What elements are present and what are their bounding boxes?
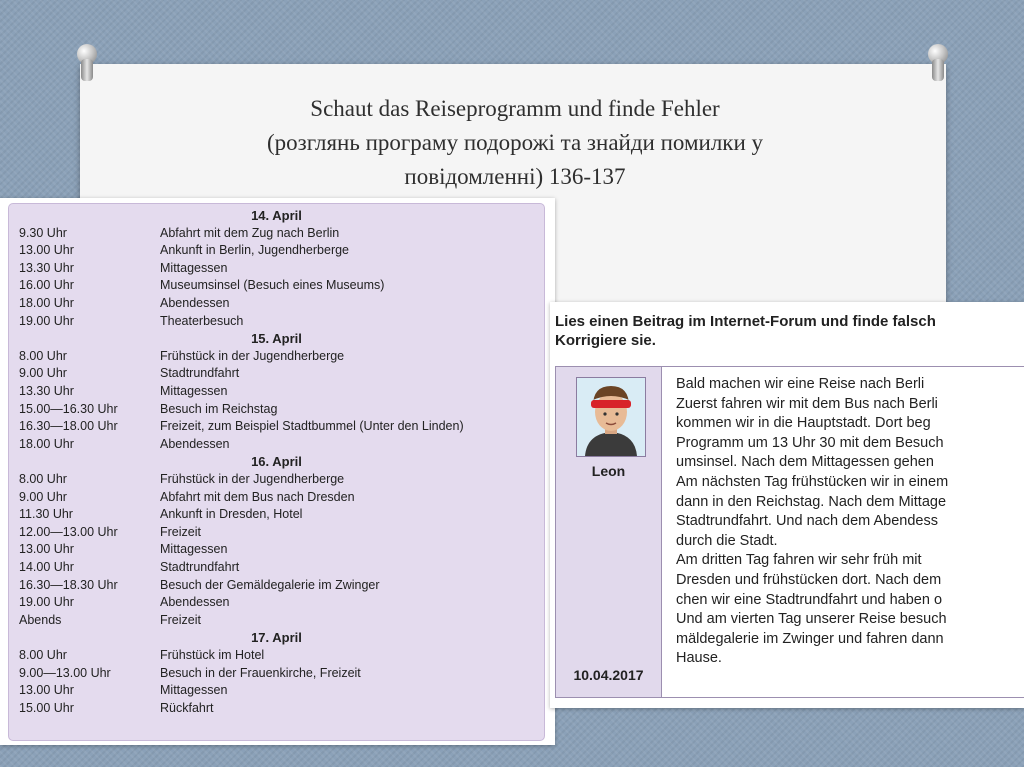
schedule-row	[9, 595, 544, 613]
schedule-row	[9, 472, 544, 490]
schedule-time: 16.30—18.30 Uhr	[19, 577, 118, 592]
schedule-time: 9.00 Uhr	[19, 366, 67, 381]
schedule-activity: Besuch in der Frauenkirche, Freizeit	[160, 665, 361, 680]
schedule-activity: Abfahrt mit dem Zug nach Berlin	[160, 225, 340, 240]
post-author-panel	[556, 367, 662, 697]
schedule-time: 8.00 Uhr	[19, 348, 67, 363]
post-line: dann in den Reichstag. Nach dem Mittage	[676, 493, 947, 510]
schedule-activity: Stadtrundfahrt	[160, 366, 240, 381]
post-date: 10.04.2017	[573, 667, 644, 683]
post-line: Hause.	[676, 650, 722, 667]
schedule-row	[9, 402, 544, 420]
post-line: Programm um 13 Uhr 30 mit dem Besuch	[676, 434, 944, 451]
schedule-row	[9, 261, 544, 279]
post-line: Und am vierten Tag unserer Reise besuch	[676, 611, 947, 628]
day-heading: 16. April	[251, 454, 302, 470]
schedule-activity: Mittagessen	[160, 683, 228, 698]
schedule-time: 16.00 Uhr	[19, 278, 74, 293]
forum-post-image	[550, 302, 1024, 708]
schedule-table	[8, 203, 545, 741]
schedule-row	[9, 578, 544, 596]
schedule-time: 13.00 Uhr	[19, 683, 74, 698]
schedule-activity: Ankunft in Berlin, Jugendherberge	[160, 243, 350, 258]
schedule-row	[9, 314, 544, 332]
schedule-activity: Frühstück im Hotel	[160, 648, 265, 662]
travel-schedule-image	[0, 198, 555, 745]
post-line: Bald machen wir eine Reise nach Berli	[676, 376, 925, 392]
schedule-activity: Frühstück in der Jugendherberge	[160, 472, 345, 486]
schedule-time: 8.00 Uhr	[19, 648, 67, 662]
day-heading: 15. April	[251, 331, 302, 347]
schedule-row	[9, 525, 544, 543]
schedule-activity: Theaterbesuch	[160, 313, 244, 328]
schedule-row	[9, 296, 544, 314]
schedule-time: 13.00 Uhr	[19, 243, 74, 258]
schedule-time: 15.00—16.30 Uhr	[19, 401, 118, 416]
schedule-row	[9, 613, 544, 631]
schedule-row	[9, 366, 544, 384]
schedule-activity: Stadtrundfahrt	[160, 560, 240, 574]
forum-post	[555, 366, 1024, 698]
schedule-row	[9, 419, 544, 437]
schedule-activity: Besuch der Gemäldegalerie im Zwinger	[160, 577, 380, 592]
schedule-row	[9, 560, 544, 578]
pushpin-left-icon	[74, 44, 100, 84]
schedule-row	[9, 278, 544, 296]
post-line: umsinsel. Nach dem Mittagessen gehen	[676, 454, 934, 471]
schedule-activity: Freizeit	[160, 524, 201, 539]
schedule-row	[9, 542, 544, 560]
schedule-row	[9, 683, 544, 701]
schedule-row	[9, 648, 544, 666]
day-heading: 17. April	[251, 630, 302, 646]
schedule-time: 18.00 Uhr	[19, 436, 74, 451]
post-line: Zuerst fahren wir mit dem Bus nach Berli	[676, 395, 938, 412]
schedule-time: 19.00 Uhr	[19, 313, 74, 328]
schedule-time: 13.30 Uhr	[19, 260, 74, 275]
schedule-row	[9, 243, 544, 261]
post-line: kommen wir in die Hauptstadt. Dort beg	[676, 415, 931, 432]
schedule-activity: Abendessen	[160, 436, 230, 451]
schedule-activity: Mittagessen	[160, 260, 228, 275]
schedule-time: 13.00 Uhr	[19, 542, 74, 557]
schedule-activity: Mittagessen	[160, 542, 228, 557]
schedule-row	[9, 507, 544, 525]
schedule-row	[9, 437, 544, 455]
schedule-activity: Mittagessen	[160, 384, 228, 398]
schedule-time: 8.00 Uhr	[19, 472, 67, 486]
post-line: durch die Stadt.	[676, 532, 778, 549]
schedule-activity: Rückfahrt	[160, 700, 214, 715]
schedule-time: 19.00 Uhr	[19, 595, 74, 610]
schedule-activity: Abfahrt mit dem Bus nach Dresden	[160, 489, 355, 504]
schedule-time: 9.30 Uhr	[19, 225, 67, 240]
post-line: Am nächsten Tag frühstücken wir in einem	[676, 473, 949, 490]
avatar	[576, 377, 646, 457]
post-line: Am dritten Tag fahren wir sehr früh mit	[676, 552, 922, 569]
schedule-time: 11.30 Uhr	[19, 507, 73, 522]
schedule-row	[9, 701, 544, 719]
schedule-time: 18.00 Uhr	[19, 296, 74, 310]
title-line: повідомленні) 136-137	[404, 164, 626, 189]
schedule-time: 14.00 Uhr	[19, 560, 74, 574]
task-instruction	[555, 312, 1024, 350]
schedule-activity: Frühstück in der Jugendherberge	[160, 348, 345, 363]
schedule-row	[9, 384, 544, 402]
task-line: Lies einen Beitrag im Internet-Forum und finde falsch	[555, 313, 936, 330]
schedule-row	[9, 490, 544, 508]
title-line: Schaut das Reiseprogramm und finde Fehler	[310, 96, 720, 121]
schedule-time: Abends	[19, 612, 62, 627]
schedule-activity: Abendessen	[160, 595, 230, 610]
schedule-activity: Museumsinsel (Besuch eines Museums)	[160, 278, 385, 293]
day-heading: 14. April	[251, 208, 302, 223]
schedule-time: 9.00—13.00 Uhr	[19, 665, 111, 680]
schedule-activity: Ankunft in Dresden, Hotel	[160, 507, 303, 522]
schedule-activity: Freizeit, zum Beispiel Stadtbummel (Unter den Linden)	[160, 419, 464, 434]
schedule-activity: Besuch im Reichstag	[160, 401, 278, 416]
schedule-row	[9, 666, 544, 684]
post-line: Dresden und frühstücken dort. Nach dem	[676, 571, 942, 588]
post-author-name: Leon	[591, 463, 626, 479]
task-line: Korrigiere sie.	[555, 332, 656, 349]
title-line: (розглянь програму подорожі та знайди помилки у	[266, 130, 764, 155]
schedule-activity: Abendessen	[160, 296, 230, 310]
schedule-time: 13.30 Uhr	[19, 384, 74, 398]
pushpin-right-icon	[925, 44, 951, 84]
schedule-time: 9.00 Uhr	[19, 489, 67, 504]
slide-title	[140, 92, 890, 194]
schedule-row	[9, 226, 544, 244]
schedule-activity: Freizeit	[160, 612, 201, 627]
post-text	[676, 375, 1024, 669]
post-line: mäldegalerie im Zwinger und fahren dann	[676, 630, 944, 647]
post-line: chen wir eine Stadtrundfahrt und haben o	[676, 591, 943, 608]
schedule-time: 15.00 Uhr	[19, 700, 74, 715]
schedule-row	[9, 349, 544, 367]
post-line: Stadtrundfahrt. Und nach dem Abendess	[676, 513, 938, 530]
schedule-time: 12.00—13.00 Uhr	[19, 524, 118, 539]
schedule-time: 16.30—18.00 Uhr	[19, 419, 118, 434]
